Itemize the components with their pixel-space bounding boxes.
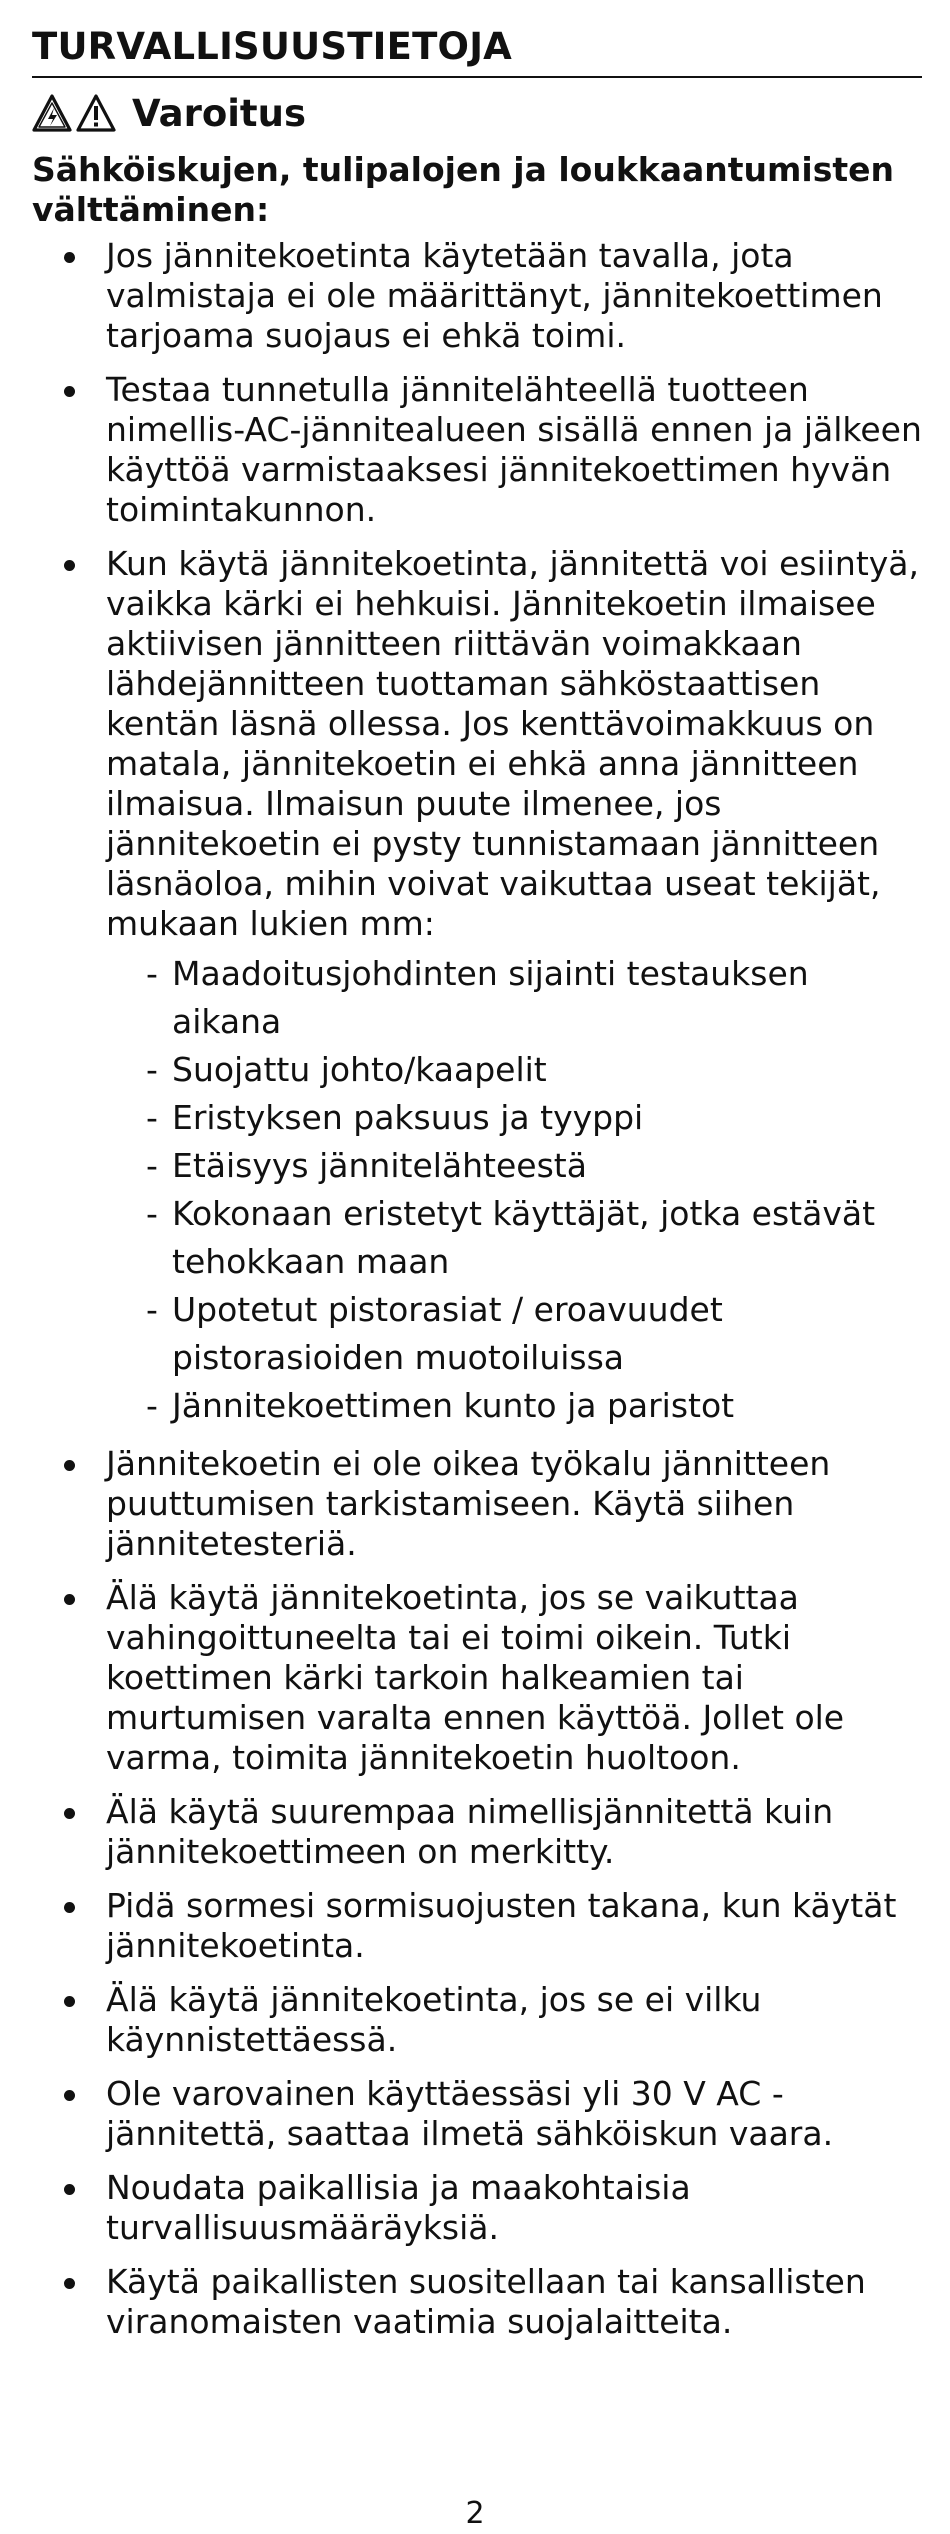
- factor-text: Upotetut pistorasiat / eroavuudet pistorasioiden muotoiluissa: [172, 1290, 723, 1377]
- factor-item: [106, 1046, 922, 1094]
- dash-marker: -: [146, 954, 158, 993]
- list-item-text: Älä käytä jännitekoetinta, jos se ei vilku käynnistettäessä.: [106, 1980, 762, 2059]
- list-item: [32, 1444, 922, 1564]
- dash-marker: -: [146, 1290, 158, 1329]
- factor-item: [106, 1286, 922, 1382]
- bullet-dot: [64, 2090, 75, 2101]
- factor-item: [106, 1094, 922, 1142]
- list-item-text: Ole varovainen käyttäessäsi yli 30 V AC -jännitettä, saattaa ilmetä sähköiskun vaara.: [106, 2074, 834, 2153]
- factor-list: [106, 950, 922, 1430]
- page-number: 2: [465, 2496, 485, 2531]
- list-item-text: Älä käytä suurempaa nimellisjännitettä kuin jännitekoettimeen on merkitty.: [106, 1792, 834, 1871]
- factor-item: [106, 1190, 922, 1286]
- factor-text: Suojattu johto/kaapelit: [172, 1050, 547, 1089]
- list-item: [32, 2262, 922, 2342]
- list-item-text: Kun käytä jännitekoetinta, jännitettä voi esiintyä, vaikka kärki ei hehkuisi. Jännitekoetin ilmaisee aktiivisen jännitteen riittävän voimakkaan lähdejännitteen tuottaman sähköstaattisen kentän läsnä ollessa. Jos kenttävoimakkuus on matala, jännitekoetin ei ehkä anna jännitteen ilmaisua. Ilmaisun puute ilmenee, jos jännitekoetin ei pysty tunnistamaan jännitteen läsnäoloa, mihin voivat vaikuttaa useat tekijät, mukaan lukien mm:: [106, 544, 919, 943]
- bullet-dot: [64, 1594, 75, 1605]
- list-item-text: Noudata paikallisia ja maakohtaisia turvallisuusmääräyksiä.: [106, 2168, 691, 2247]
- bullet-dot: [64, 386, 75, 397]
- subheading: Sähköiskujen, tulipalojen ja loukkaantumisten välttäminen:: [32, 150, 895, 229]
- list-item-text: Käytä paikallisten suositellaan tai kansallisten viranomaisten vaatimia suojalaitteita.: [106, 2262, 866, 2341]
- factor-item: [106, 1142, 922, 1190]
- bullet-dot: [64, 560, 75, 571]
- factor-text: Etäisyys jännitelähteestä: [172, 1146, 587, 1185]
- list-item-text: Jos jännitekoetinta käytetään tavalla, jota valmistaja ei ole määrittänyt, jännitekoettimen tarjoama suojaus ei ehkä toimi.: [106, 236, 883, 355]
- bullet-dot: [64, 1996, 75, 2007]
- list-item-text: Älä käytä jännitekoetinta, jos se vaikuttaa vahingoittuneelta tai ei toimi oikein. Tutki koettimen kärki tarkoin halkeamien tai murtumisen varalta ennen käyttöä. Jollet ole varma, toimita jännitekoetin huoltoon.: [106, 1578, 845, 1777]
- warning-triangle-icon: [32, 93, 72, 133]
- list-item-text: Jännitekoetin ei ole oikea työkalu jännitteen puuttumisen tarkistamiseen. Käytä siihen jännitetesteriä.: [106, 1444, 831, 1563]
- dash-marker: -: [146, 1386, 158, 1425]
- factor-text: Jännitekoettimen kunto ja paristot: [172, 1386, 735, 1425]
- bullet-dot: [64, 2278, 75, 2289]
- factor-text: Maadoitusjohdinten sijainti testauksen aikana: [172, 954, 809, 1041]
- safety-page: [32, 22, 922, 2356]
- list-item: [32, 1578, 922, 1778]
- bullet-dot: [64, 252, 75, 263]
- list-item-text: Testaa tunnetulla jännitelähteellä tuotteen nimellis-AC-jännitealueen sisällä ennen ja jälkeen käyttöä varmistaaksesi jännitekoettimen hyvän toimintakunnon.: [106, 370, 922, 529]
- list-item: [32, 1886, 922, 1966]
- safety-bullet-list: [32, 236, 922, 2342]
- list-item-text: Pidä sormesi sormisuojusten takana, kun käytät jännitekoetinta.: [106, 1886, 897, 1965]
- dash-marker: -: [146, 1146, 158, 1185]
- section-title: TURVALLISUUSTIETOJA: [32, 22, 922, 78]
- list-item: [32, 1980, 922, 2060]
- list-item: [32, 544, 922, 1430]
- bullet-dot: [64, 1808, 75, 1819]
- warning-triangle-icon: [76, 93, 116, 133]
- warning-header: [32, 84, 922, 142]
- list-item: [32, 236, 922, 356]
- warning-label: Varoitus: [132, 91, 306, 135]
- list-item: [32, 2074, 922, 2154]
- list-item: [32, 2168, 922, 2248]
- bullet-dot: [64, 1902, 75, 1913]
- bullet-dot: [64, 1460, 75, 1471]
- dash-marker: -: [146, 1050, 158, 1089]
- dash-marker: -: [146, 1098, 158, 1137]
- list-item: [32, 1792, 922, 1872]
- list-item: [32, 370, 922, 530]
- factor-text: Eristyksen paksuus ja tyyppi: [172, 1098, 644, 1137]
- dash-marker: -: [146, 1194, 158, 1233]
- factor-item: [106, 950, 922, 1046]
- factor-text: Kokonaan eristetyt käyttäjät, jotka estävät tehokkaan maan: [172, 1194, 876, 1281]
- factor-item: [106, 1382, 922, 1430]
- bullet-dot: [64, 2184, 75, 2195]
